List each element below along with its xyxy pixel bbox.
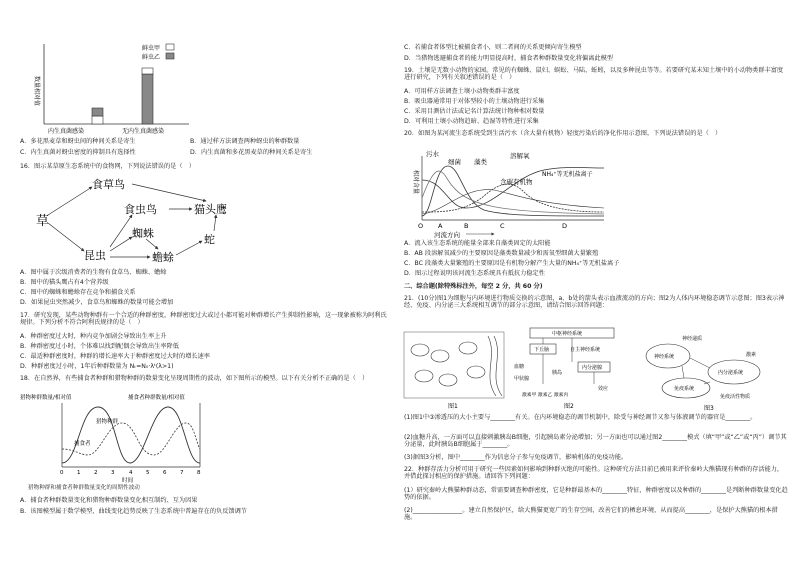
- q16-option-b: B．图中的猫头鹰占有4个营养级: [20, 279, 109, 286]
- q16-food-web: [34, 175, 264, 267]
- q21-question-2: (2)血糖升高，一方面可以直接刺激胰岛B细胞，引起胰岛素分泌增加；另一方面也可以通过图2________模式（填“甲”或“乙”或“丙”）调节其分泌量，此时胰岛B细胞属于________。: [404, 434, 787, 448]
- point-a: A: [438, 222, 443, 230]
- node-snake: 蛇: [204, 233, 215, 246]
- curve-nh4: [422, 190, 604, 214]
- q17-option-c: C．最适种群密度时，种群的增长速率大于种群密度过大时的增长速率: [20, 353, 210, 360]
- q20-river-diagram: [404, 146, 634, 238]
- q21-figure-2: [512, 326, 632, 412]
- q17-option-b: B．种群密度过小时，个体难以找到配偶会导致出生率降低: [20, 343, 179, 350]
- fig3-endocrine: 内分泌系统: [718, 370, 744, 376]
- node-grass: 草: [36, 214, 50, 229]
- q15-ylabel: 数量相对值: [33, 76, 40, 107]
- q18-caption: 猎物种群和捕食者种群数量变化的周期性波动: [28, 485, 140, 491]
- q18-stem: 18．在自然界，有些捕食者种群和猎物种群的数量变化呈现周期性的波动，如下图所示的模型。以下有关分析不正确的是（ ）: [20, 375, 369, 382]
- x-tick: 0: [60, 470, 64, 476]
- point-b: B: [464, 222, 469, 230]
- x-tick: 3: [111, 470, 115, 476]
- label-bacteria: 细菌: [448, 158, 461, 166]
- q19-option-c: C．采用目测估计法或记名计算法统计物种相对数量: [404, 108, 545, 115]
- legend-swatch-yi: [166, 53, 174, 59]
- q17-stem: 17．研究发现，某些动物种群有一个合适的种群密度，种群密度过大或过小都可能对种群增长产生抑制性影响，这一现象被称为阿利氏规律。下列分析不符合阿利氏规律的是（ ）: [20, 312, 387, 326]
- q18-option-c: C．若捕食者体型比被捕食者小，则二者间的关系更倾向寄生模型: [404, 44, 582, 51]
- point-o: O: [418, 222, 424, 230]
- bar-infected-yi: [92, 108, 103, 116]
- left-column: [4, 0, 394, 562]
- q15-option-a: A．多花黑麦草和蚜虫间的种间关系是寄生: [20, 138, 136, 145]
- fig2-islet: 胰岛: [552, 370, 563, 376]
- x-tick: 5: [146, 470, 150, 476]
- q16-option-d: D．如果昆虫突然减少，食草鸟和蜘蛛的数量可能会增加: [20, 299, 174, 306]
- node-owl: 猫头鹰: [194, 203, 227, 216]
- label-organic: 含碳有机物: [500, 178, 533, 186]
- bar-uninfected-yi: [142, 68, 153, 74]
- fig2-effect: 效应: [598, 386, 609, 392]
- q21-stem: 21．(10分)图1为细胞与内环境进行物质交换的示意图，a、b处的箭头表示血液流动的方向；图2为人体内环境稳态调节示意图；图3表示神经、免疫、内分泌三大系统相互调节的部分示意图，请结合图示回答问题：: [404, 295, 785, 309]
- x-tick: 1: [77, 470, 81, 476]
- legend-yi: 鲜虫乙: [142, 54, 161, 61]
- q17-option-a: A．种群密度过大时，种内竞争加剧会导致出生率上升: [20, 333, 167, 340]
- q21-figure-3: [634, 326, 784, 412]
- fig2-hypothalamus: 下丘脑: [534, 347, 550, 353]
- q15-bar-chart: [4, 38, 204, 136]
- q18-option-b: B．该图模型属于数学模型，曲线变化趋势反映了生态系统中普遍存在的负反馈调节: [20, 508, 247, 515]
- q18-y-right: 捕食者种群数量/相对值: [128, 395, 185, 401]
- q20-option-d: D．图示过程说明该河流生态系统具有抵抗力稳定性: [404, 270, 545, 277]
- node-toad: 蟾蜍: [152, 251, 174, 264]
- label-algae: 藻类: [474, 158, 487, 166]
- curve-predator: [62, 423, 200, 455]
- label-prey: 猎物种群: [96, 419, 119, 425]
- fig3-immune-substances: 免疫活性物质: [720, 394, 751, 400]
- fig3-hormone: 激素: [746, 352, 757, 358]
- fig3-neurotransmitter: 神经递质: [682, 336, 703, 342]
- q18-option-d: D．当猎物逃避捕食者的能力明显提高时，捕食者种群数量变化将偏离此模型: [404, 55, 613, 62]
- x-tick: 4: [129, 470, 133, 476]
- q19-option-b: B．吸虫器通常用于对体型较小的土壤动物进行采集: [404, 98, 545, 105]
- q20-option-b: B．AB 段溶解氧减少的主要原因是藻类数量减少和需氧型细菌大量繁殖: [404, 250, 599, 257]
- q20-option-a: A．流入该生态系统的能量全部来自藻类固定的太阳能: [404, 240, 551, 247]
- q19-option-d: D．可利用土壤小动物趋暗、趋湿等特性进行采集: [404, 118, 539, 125]
- q15-option-b: B．通过样方法调查两种蚜虫的种群数量: [190, 138, 300, 145]
- category-uninfected: 无内生真菌感染: [122, 128, 165, 135]
- point-d: D: [562, 222, 568, 230]
- q17-option-d: D．种群密度过小时，1年后种群数量为 Nₜ=N₀·λᵗ(λ>1): [20, 363, 174, 370]
- q18-y-left: 猎物种群数量/相对值: [20, 395, 72, 401]
- label-sewage: 污水: [426, 150, 439, 158]
- q18-xlabel: 时间: [122, 478, 134, 484]
- q18-population-chart: [18, 393, 218, 489]
- fig2-hormones: 激素甲 激素乙 激素丙: [522, 393, 569, 398]
- bar-infected-jia: [92, 116, 103, 124]
- q19-option-a: A．可用样方法调查土壤小动物类群丰富度: [404, 88, 520, 95]
- x-tick: 2: [94, 470, 98, 476]
- q22-stem: 22．种群存活力分析可用于研究一些因素如何影响到种群灭绝的可能性。这种研究方法目前已被用来评价秦岭大熊猫现有种群的存活能力，并借此探讨相应的保护措施。请回答下列问题：: [404, 466, 784, 480]
- legend-jia: 鲜虫甲: [142, 45, 161, 52]
- fig2-cns: 中枢神经系统: [552, 331, 583, 337]
- node-spider: 蜘蛛: [132, 227, 154, 240]
- q21-question-3: (3)据图3分析，图中________作为信息分子参与免疫调节，影响机体的免疫功能。: [404, 454, 628, 461]
- section-2-title: 二、综合题(除特殊标注外，每空 2 分，共 60 分): [404, 283, 543, 290]
- label-predator: 捕食者: [74, 441, 91, 447]
- fig2-thyroid: 甲状腺: [514, 376, 530, 382]
- label-nh4: NH₄⁺等无机盐离子: [542, 171, 593, 178]
- fig2-endocrine: 内分泌腺: [582, 365, 603, 371]
- fig2-autonomic: 自主神经系统: [570, 347, 601, 353]
- fig3-immune: 免疫系统: [674, 386, 695, 392]
- node-grass-bird: 食草鸟: [92, 178, 125, 191]
- q20-stem: 20．如图为某河流生态系统受到生活污水（含大量有机物）轻度污染后的净化作用示意图，下列说法错误的是（ ）: [404, 130, 722, 137]
- fig3-nervous: 神经系统: [654, 354, 675, 360]
- bar-uninfected-jia: [142, 74, 153, 124]
- q20-xlabel: 河流方向: [434, 231, 460, 238]
- q15-option-d: D．内生真菌和多花黑麦草的种间关系是寄生: [190, 149, 313, 156]
- right-column: [400, 0, 790, 562]
- node-insect: 昆虫: [84, 249, 106, 262]
- q20-ylabel: 相对含量: [412, 170, 419, 195]
- x-tick: 8: [197, 470, 201, 476]
- q22-question-1: (1）研究秦岭大熊猫种群动态，常需要调查种群密度，它是种群最基本的________特征，种群密度以及种群的________是判断种群数量变化趋势的依据。: [404, 487, 788, 501]
- category-infected: 内生真菌感染: [48, 128, 85, 135]
- q20-option-c: C．BC 段藻类大量繁殖的主要原因是有机物分解产生大量的NH₄⁺等无机盐离子: [404, 260, 620, 267]
- q19-stem: 19．土壤是无数小动物的家园。常见的有蜘蛛、鼠妇、蜈蚣、马陆、蚯蚓，以及多种昆虫等等。若要研究某未知土壤中的小动物类群丰富度进行研究，下列有关叙述错误的是（ ）: [404, 67, 784, 81]
- q16-option-a: A．图中属于次级消费者的生物有食草鸟、蜘蛛、蟾蜍: [20, 269, 167, 276]
- legend-swatch-jia: [166, 44, 174, 50]
- q22-question-2: (2)________________。建立自然保护区，给大熊猫更宽广的生存空间，改善它们的栖息环境，从而提高________，是保护大熊猫的根本措施。: [404, 507, 778, 521]
- fig3-caption: 图3: [704, 405, 714, 412]
- fig2-caption: 图2: [564, 403, 574, 410]
- label-oxygen: 溶解氧: [510, 152, 530, 160]
- q18-option-a: A．捕食者种群数量变化和猎物种群数量变化相互制约、互为因果: [20, 497, 198, 504]
- q15-option-c: C．内生真菌对蚜虫密度的抑制具有选择性: [20, 149, 136, 156]
- q21-figure-1: [402, 326, 510, 412]
- q16-stem: 16．图示某草原生态系统中的食物网，下列说法错误的是（ ）: [20, 163, 195, 170]
- node-insect-bird: 食虫鸟: [124, 203, 157, 216]
- x-tick: 7: [180, 470, 184, 476]
- fig1-caption: 图1: [448, 403, 458, 410]
- q21-question-1: (1)图1中③渗透压的大小主要与________有关。在内环境稳态的调节机制中，除受与神经调节又参与体液调节的器官是________。: [404, 414, 757, 421]
- fig2-glucose: 血糖: [514, 364, 525, 370]
- point-c: C: [500, 222, 505, 230]
- x-tick: 6: [163, 470, 167, 476]
- q16-option-c: C．图中的蜘蛛和蟾蜍存在竞争和捕食关系: [20, 289, 136, 296]
